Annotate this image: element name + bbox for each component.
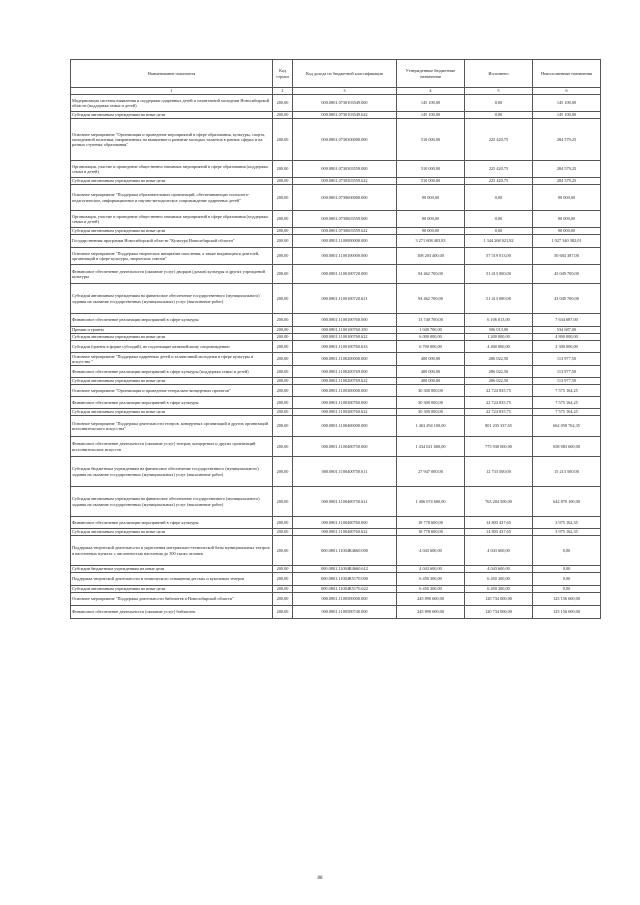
report-table <box>70 59 601 619</box>
executed-amount-cell: 506 013,00 <box>465 327 533 334</box>
executed-amount-cell: 286 022,50 <box>465 353 533 366</box>
executed-amount-cell: 120 734 000,00 <box>465 593 533 606</box>
table-row <box>71 314 601 327</box>
unexecuted-amount-cell: 145 100,00 <box>533 95 601 112</box>
column-header-indicator-name: Наименование показателя <box>71 60 273 88</box>
table-row <box>71 341 601 353</box>
budget-code-cell: 000.0801.11004R5170.000 <box>293 573 397 586</box>
indicator-name-cell: Финансовое обеспечение реализации мероприятий в сфере культуры (поддержка семьи и детей) <box>71 366 273 378</box>
indicator-name-cell: Государственная программа Новосибирской области "Культура Новосибирской области" <box>71 235 273 248</box>
line-code-cell: 200,00 <box>273 593 293 606</box>
executed-amount-cell: 4 043 600,00 <box>465 536 533 566</box>
table-body <box>71 60 601 619</box>
unexecuted-amount-cell: 113 977,50 <box>533 378 601 385</box>
unexecuted-amount-cell: 43 049 700,00 <box>533 284 601 314</box>
indicator-name-cell: Субсидии бюджетным учреждениям на финансовое обеспечение государственного (муниципального) задания на оказание государственных (муниципальных) услуг (выполнение работ) <box>71 457 273 487</box>
line-code-cell: 200,00 <box>273 529 293 536</box>
table-row <box>71 353 601 366</box>
unexecuted-amount-cell: 1 927 340 382,01 <box>533 235 601 248</box>
line-code-cell: 200,00 <box>273 366 293 378</box>
executed-amount-cell: 225 420,75 <box>465 119 533 161</box>
line-code-cell: 200,00 <box>273 334 293 341</box>
unexecuted-amount-cell: 3 975 162,35 <box>533 529 601 536</box>
line-code-cell: 200,00 <box>273 397 293 409</box>
line-code-cell: 200,00 <box>273 178 293 185</box>
line-code-cell: 200,00 <box>273 566 293 573</box>
indicator-name-cell: Основное мероприятие "Организация и проведение мероприятий в сфере образования, культуры, спорта, молодежной политики, направленных на выявление и развитие молодых талантов в разных сферах и на разных ступенях образования" <box>71 119 273 161</box>
budget-code-cell: 000.0801.1100300760.000 <box>293 397 397 409</box>
unexecuted-amount-cell: 284 579,25 <box>533 119 601 161</box>
table-row <box>71 536 601 566</box>
table-row <box>71 185 601 211</box>
approved-amount-cell: 18 778 600,00 <box>397 529 465 536</box>
unexecuted-amount-cell: 0,00 <box>533 536 601 566</box>
approved-amount-cell: 400 000,00 <box>397 366 465 378</box>
budget-code-cell: 000.0801.1100200769.622 <box>293 378 397 385</box>
indicator-name-cell: Финансовое обеспечение реализации мероприятий в сфере культуры <box>71 517 273 529</box>
indicator-name-cell: Субсидии бюджетным учреждениям на иные цели <box>71 566 273 573</box>
budget-code-cell: 000.0801.1100300000.000 <box>293 385 397 397</box>
budget-code-cell: 000.0801.1100300760.622 <box>293 409 397 416</box>
approved-amount-cell: 510 000,00 <box>397 178 465 185</box>
line-code-cell: 200,00 <box>273 284 293 314</box>
executed-amount-cell: 0,00 <box>465 95 533 112</box>
line-code-cell: 200,00 <box>273 248 293 265</box>
unexecuted-amount-cell: 2 300 000,00 <box>533 341 601 353</box>
unexecuted-amount-cell: 145 100,00 <box>533 112 601 119</box>
approved-amount-cell: 1 406 074 600,00 <box>397 487 465 517</box>
unexecuted-amount-cell: 113 977,50 <box>533 366 601 378</box>
table-row <box>71 119 601 161</box>
approved-amount-cell: 245 890 600,00 <box>397 593 465 606</box>
table-header-row <box>71 60 601 88</box>
table-row <box>71 334 601 341</box>
executed-amount-cell: 22 724 835,75 <box>465 397 533 409</box>
executed-amount-cell: 51 413 000,00 <box>465 265 533 284</box>
approved-amount-cell: 90 000,00 <box>397 228 465 235</box>
unexecuted-amount-cell: 0,00 <box>533 573 601 586</box>
table-row <box>71 437 601 457</box>
budget-code-cell: 000.0801.1100500000.000 <box>293 593 397 606</box>
budget-code-cell: 000.0801.0730600000.000 <box>293 185 397 211</box>
executed-amount-cell: 775 938 000,00 <box>465 437 533 457</box>
budget-code-cell: 000.0801.11004R5170.622 <box>293 586 397 593</box>
line-code-cell: 200,00 <box>273 341 293 353</box>
executed-amount-cell: 0,00 <box>465 185 533 211</box>
column-header-approved: Утвержденные бюджетные назначения <box>397 60 465 88</box>
line-code-cell: 200,00 <box>273 457 293 487</box>
unexecuted-amount-cell: 0,00 <box>533 586 601 593</box>
table-row <box>71 397 601 409</box>
unexecuted-amount-cell: 90 000,00 <box>533 211 601 228</box>
indicator-name-cell: Субсидии автономным учреждениям на иные цели <box>71 586 273 593</box>
line-code-cell: 200,00 <box>273 119 293 161</box>
indicator-name-cell: Субсидии автономным учреждениям на финансовое обеспечение государственного (муниципального) задания на оказание государственных (муниципальных) услуг (выполнение работ) <box>71 284 273 314</box>
indicator-name-cell: Основное мероприятие "Поддержка творческих инициатив населения, а также выдающихся деятелей, организаций в сфере культуры, творческих союзов" <box>71 248 273 265</box>
executed-amount-cell: 120 734 000,00 <box>465 606 533 619</box>
budget-code-cell: 000.0801.0730303559.622 <box>293 178 397 185</box>
budget-code-cell: 000.0801.1100400750.621 <box>293 487 397 517</box>
approved-amount-cell: 108 203 400,00 <box>397 248 465 265</box>
unexecuted-amount-cell: 7 634 687,00 <box>533 314 601 327</box>
executed-amount-cell: 12 733 500,00 <box>465 457 533 487</box>
indicator-name-cell: Финансовое обеспечение реализации мероприятий в сфере культуры <box>71 397 273 409</box>
budget-code-cell: 000.0801.11004R4660.612 <box>293 566 397 573</box>
budget-code-cell: 000.0801.0730603559.000 <box>293 211 397 228</box>
unexecuted-amount-cell: 50 684 387,00 <box>533 248 601 265</box>
budget-code-cell: 000.0801.1100500740.000 <box>293 606 397 619</box>
executed-amount-cell: 51 413 000,00 <box>465 284 533 314</box>
executed-amount-cell: 1 344 268 021,82 <box>465 235 533 248</box>
approved-amount-cell: 1 040 700,00 <box>397 327 465 334</box>
indicator-name-cell: Финансовое обеспечение деятельности (оказание услуг) дворцов (домов) культуры и других учреждений культуры <box>71 265 273 284</box>
table-row <box>71 161 601 178</box>
line-code-cell: 200,00 <box>273 536 293 566</box>
approved-amount-cell: 1 463 294 100,00 <box>397 416 465 437</box>
budget-code-cell: 000.0801.0730303559.000 <box>293 161 397 178</box>
indicator-name-cell: Основное мероприятие "Организация и проведение театрально-концертных проектов" <box>71 385 273 397</box>
executed-amount-cell: 286 022,50 <box>465 366 533 378</box>
table-row <box>71 284 601 314</box>
table-row <box>71 487 601 517</box>
unexecuted-amount-cell: 4 800 000,00 <box>533 334 601 341</box>
executed-amount-cell: 286 022,50 <box>465 378 533 385</box>
indicator-name-cell: Премии и гранты <box>71 327 273 334</box>
table-row <box>71 517 601 529</box>
budget-code-cell: 000.0801.1100400750.611 <box>293 457 397 487</box>
line-code-cell: 200,00 <box>273 327 293 334</box>
approved-amount-cell: 30 300 000,00 <box>397 397 465 409</box>
approved-amount-cell: 510 000,00 <box>397 161 465 178</box>
line-code-cell: 200,00 <box>273 265 293 284</box>
unexecuted-amount-cell: 43 049 700,00 <box>533 265 601 284</box>
table-row <box>71 211 601 228</box>
indicator-name-cell: Поддержка творческой деятельности и укрепления материально-технической базы муниципальных театров в населенных пунктах с численностью населения до 300 тысяч человек <box>71 536 273 566</box>
table-row <box>71 573 601 586</box>
approved-amount-cell: 13 740 700,00 <box>397 314 465 327</box>
indicator-name-cell: Организация, участие и проведение общественно значимых мероприятий в сфере образования (поддержка семьи и детей) <box>71 211 273 228</box>
line-code-cell: 200,00 <box>273 606 293 619</box>
executed-amount-cell: 1 200 000,00 <box>465 334 533 341</box>
indicator-name-cell: Организация, участие и проведение общественно значимых мероприятий в сфере образования (поддержка семьи и детей) <box>71 161 273 178</box>
executed-amount-cell: 6 450 300,00 <box>465 573 533 586</box>
table-row <box>71 248 601 265</box>
indicator-name-cell: Финансовое обеспечение реализации мероприятий в сфере культуры <box>71 314 273 327</box>
indicator-name-cell: Основное мероприятие "Поддержка деятельности театров, концертных организаций и других организаций исполнительского искусства" <box>71 416 273 437</box>
column-header-line-code: Код строки <box>273 60 293 88</box>
executed-amount-cell: 22 724 835,75 <box>465 409 533 416</box>
approved-amount-cell: 6 450 300,00 <box>397 573 465 586</box>
budget-code-cell: 000.0801.1100200000.000 <box>293 353 397 366</box>
unexecuted-amount-cell: 15 213 500,00 <box>533 457 601 487</box>
approved-amount-cell: 18 778 600,00 <box>397 517 465 529</box>
approved-amount-cell: 245 890 600,00 <box>397 606 465 619</box>
approved-amount-cell: 30 300 000,00 <box>397 385 465 397</box>
budget-code-cell: 000.0801.1100400760.622 <box>293 529 397 536</box>
line-code-cell: 200,00 <box>273 409 293 416</box>
unexecuted-amount-cell: 7 575 164,25 <box>533 385 601 397</box>
column-number: 2 <box>273 88 293 95</box>
executed-amount-cell: 0,00 <box>465 228 533 235</box>
approved-amount-cell: 510 000,00 <box>397 119 465 161</box>
budget-code-cell: 000.0801.1100100000.000 <box>293 248 397 265</box>
budget-code-cell: 000.0801.0730603559.622 <box>293 228 397 235</box>
unexecuted-amount-cell: 284 579,25 <box>533 178 601 185</box>
unexecuted-amount-cell: 0,00 <box>533 566 601 573</box>
budget-code-cell: 000.0801.1100400750.000 <box>293 437 397 457</box>
approved-amount-cell: 3 271 608 403,83 <box>397 235 465 248</box>
line-code-cell: 200,00 <box>273 314 293 327</box>
executed-amount-cell: 6 450 300,00 <box>465 586 533 593</box>
approved-amount-cell: 90 000,00 <box>397 185 465 211</box>
approved-amount-cell: 27 947 000,00 <box>397 457 465 487</box>
indicator-name-cell: Субсидии автономным учреждениям на иные цели <box>71 378 273 385</box>
budget-code-cell: 000.0801.1100400760.000 <box>293 517 397 529</box>
table-row <box>71 416 601 437</box>
indicator-name-cell: Субсидии автономным учреждениям на иные цели <box>71 409 273 416</box>
executed-amount-cell: 22 724 835,75 <box>465 385 533 397</box>
line-code-cell: 200,00 <box>273 185 293 211</box>
table-row <box>71 457 601 487</box>
column-number: 1 <box>71 88 273 95</box>
budget-code-cell: 000.0801.1100400000.000 <box>293 416 397 437</box>
indicator-name-cell: Субсидии автономным учреждениям на иные цели <box>71 178 273 185</box>
line-code-cell: 200,00 <box>273 573 293 586</box>
approved-amount-cell: 145 100,00 <box>397 95 465 112</box>
approved-amount-cell: 400 000,00 <box>397 353 465 366</box>
table-row <box>71 586 601 593</box>
table-row <box>71 112 601 119</box>
table-row <box>71 178 601 185</box>
approved-amount-cell: 4 043 600,00 <box>397 536 465 566</box>
line-code-cell: 200,00 <box>273 517 293 529</box>
budget-code-cell: 000.0801.1100100760.633 <box>293 341 397 353</box>
approved-amount-cell: 6 450 300,00 <box>397 586 465 593</box>
executed-amount-cell: 6 106 013,00 <box>465 314 533 327</box>
indicator-name-cell: Субсидии автономным учреждениям на иные цели <box>71 529 273 536</box>
indicator-name-cell: Основное мероприятие "Поддержка деятельности библиотек в Новосибирской области" <box>71 593 273 606</box>
unexecuted-amount-cell: 662 058 762,35 <box>533 416 601 437</box>
column-header-budget-code: Код дохода по бюджетной классификации <box>293 60 397 88</box>
executed-amount-cell: 4 400 000,00 <box>465 341 533 353</box>
column-header-unexecuted: Неисполненные назначения <box>533 60 601 88</box>
executed-amount-cell: 14 803 437,65 <box>465 529 533 536</box>
approved-amount-cell: 6 700 000,00 <box>397 341 465 353</box>
line-code-cell: 200,00 <box>273 586 293 593</box>
indicator-name-cell: Субсидии (гранты в форме субсидий), не подлежащие казначейскому сопровождению <box>71 341 273 353</box>
line-code-cell: 200,00 <box>273 378 293 385</box>
indicator-name-cell: Субсидии автономным учреждениям на иные цели <box>71 334 273 341</box>
approved-amount-cell: 145 100,00 <box>397 112 465 119</box>
line-code-cell: 200,00 <box>273 228 293 235</box>
executed-amount-cell: 225 420,75 <box>465 161 533 178</box>
unexecuted-amount-cell: 90 000,00 <box>533 185 601 211</box>
column-header-executed: Исполнено <box>465 60 533 88</box>
line-code-cell: 200,00 <box>273 95 293 112</box>
unexecuted-amount-cell: 7 575 164,25 <box>533 409 601 416</box>
approved-amount-cell: 94 462 700,00 <box>397 284 465 314</box>
unexecuted-amount-cell: 90 000,00 <box>533 228 601 235</box>
line-code-cell: 200,00 <box>273 353 293 366</box>
budget-code-cell: 000.0801.1100100720.621 <box>293 284 397 314</box>
indicator-name-cell: Субсидии автономным учреждениям на иные цели <box>71 228 273 235</box>
budget-code-cell: 000.0801.1100100760.350 <box>293 327 397 334</box>
unexecuted-amount-cell: 7 575 164,25 <box>533 397 601 409</box>
table-row <box>71 606 601 619</box>
approved-amount-cell: 90 000,00 <box>397 211 465 228</box>
unexecuted-amount-cell: 125 156 600,00 <box>533 606 601 619</box>
budget-code-cell: 000.0801.1100100720.000 <box>293 265 397 284</box>
column-number: 4 <box>397 88 465 95</box>
budget-code-cell: 000.0801.0730103549.000 <box>293 95 397 112</box>
executed-amount-cell: 763 204 500,00 <box>465 487 533 517</box>
unexecuted-amount-cell: 3 975 162,35 <box>533 517 601 529</box>
table-row <box>71 566 601 573</box>
executed-amount-cell: 0,00 <box>465 211 533 228</box>
approved-amount-cell: 400 000,00 <box>397 378 465 385</box>
unexecuted-amount-cell: 642 870 100,00 <box>533 487 601 517</box>
line-code-cell: 200,00 <box>273 437 293 457</box>
unexecuted-amount-cell: 534 687,00 <box>533 327 601 334</box>
executed-amount-cell: 225 420,75 <box>465 178 533 185</box>
column-number-row <box>71 88 601 95</box>
unexecuted-amount-cell: 658 083 600,00 <box>533 437 601 457</box>
executed-amount-cell: 801 235 337,65 <box>465 416 533 437</box>
table-row <box>71 409 601 416</box>
budget-code-cell: 000.0801.1100000000.000 <box>293 235 397 248</box>
indicator-name-cell: Субсидии автономным учреждениям на финансовое обеспечение государственного (муниципального) задания на оказание государственных (муниципальных) услуг (выполнение работ) <box>71 487 273 517</box>
table-row <box>71 95 601 112</box>
column-number: 6 <box>533 88 601 95</box>
indicator-name-cell: Финансовое обеспечение деятельности (оказание услуг) театров, концертных и других организаций исполнительских искусств <box>71 437 273 457</box>
approved-amount-cell: 94 462 700,00 <box>397 265 465 284</box>
executed-amount-cell: 0,00 <box>465 112 533 119</box>
table-row <box>71 327 601 334</box>
table-row <box>71 378 601 385</box>
approved-amount-cell: 30 300 000,00 <box>397 409 465 416</box>
table-row <box>71 228 601 235</box>
budget-code-cell: 000.0801.1100200769.000 <box>293 366 397 378</box>
executed-amount-cell: 4 043 600,00 <box>465 566 533 573</box>
indicator-name-cell: Основное мероприятие "Поддержка образовательных организаций, обеспечивающих психолого-педагогическое, информационное и научно-методическое сопровождение одаренных детей" <box>71 185 273 211</box>
executed-amount-cell: 14 803 437,65 <box>465 517 533 529</box>
indicator-name-cell: Субсидии автономным учреждениям на иные цели <box>71 112 273 119</box>
budget-code-cell: 000.0801.0730103549.622 <box>293 112 397 119</box>
unexecuted-amount-cell: 284 579,25 <box>533 161 601 178</box>
unexecuted-amount-cell: 125 156 600,00 <box>533 593 601 606</box>
column-number: 5 <box>465 88 533 95</box>
line-code-cell: 200,00 <box>273 112 293 119</box>
page-number: 88 <box>317 876 323 881</box>
approved-amount-cell: 6 000 000,00 <box>397 334 465 341</box>
line-code-cell: 200,00 <box>273 211 293 228</box>
budget-code-cell: 000.0801.1100100760.000 <box>293 314 397 327</box>
table-row <box>71 366 601 378</box>
budget-code-cell: 000.0801.11004R4660.000 <box>293 536 397 566</box>
line-code-cell: 200,00 <box>273 416 293 437</box>
unexecuted-amount-cell: 113 977,50 <box>533 353 601 366</box>
line-code-cell: 200,00 <box>273 487 293 517</box>
executed-amount-cell: 57 519 013,00 <box>465 248 533 265</box>
table-row <box>71 235 601 248</box>
approved-amount-cell: 4 043 600,00 <box>397 566 465 573</box>
budget-code-cell: 000.0801.0730300000.000 <box>293 119 397 161</box>
budget-code-cell: 000.0801.1100100760.622 <box>293 334 397 341</box>
approved-amount-cell: 1 434 021 600,00 <box>397 437 465 457</box>
indicator-name-cell: Основное мероприятие "Поддержка одаренных детей и талантливой молодежи в сфере культуры и искусства " <box>71 353 273 366</box>
indicator-name-cell: Поддержка творческой деятельности и технического оснащения детских и кукольных театров <box>71 573 273 586</box>
line-code-cell: 200,00 <box>273 235 293 248</box>
column-number: 3 <box>293 88 397 95</box>
table-row <box>71 529 601 536</box>
table-row <box>71 385 601 397</box>
line-code-cell: 200,00 <box>273 161 293 178</box>
indicator-name-cell: Финансовое обеспечение деятельности (оказание услуг) библиотек <box>71 606 273 619</box>
indicator-name-cell: Модернизация системы выявления и поддержки одаренных детей и талантливой молодежи Новосибирской области (поддержка семьи и детей) <box>71 95 273 112</box>
table-row <box>71 593 601 606</box>
line-code-cell: 200,00 <box>273 385 293 397</box>
table-row <box>71 265 601 284</box>
